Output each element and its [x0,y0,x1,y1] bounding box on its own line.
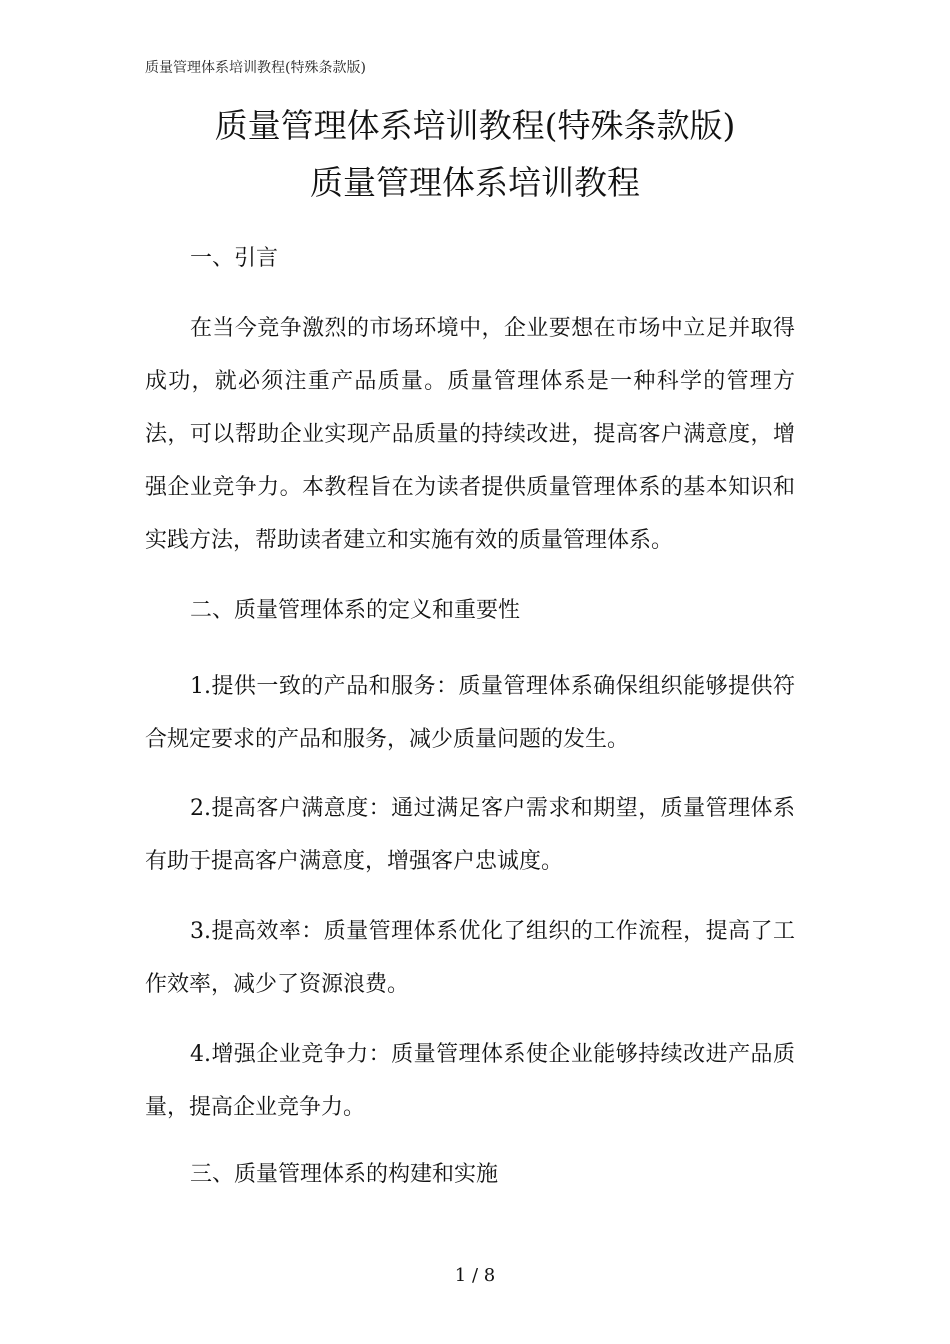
section-heading-intro: 一、引言 [190,246,279,271]
list-item-customer-satisfaction: 2.提高客户满意度：通过满足客户需求和期望，质量管理体系有助于提高客户满意度，增强客户忠诚度。 [145,796,795,874]
list-item-consistent-products: 1.提供一致的产品和服务：质量管理体系确保组织能够提供符合规定要求的产品和服务，减少质量问题的发生。 [145,674,795,752]
document-subtitle: 质量管理体系培训教程 [310,163,640,202]
running-header: 质量管理体系培训教程(特殊条款版) [145,60,366,76]
section-heading-definition: 二、质量管理体系的定义和重要性 [190,598,521,623]
section-heading-implementation: 三、质量管理体系的构建和实施 [190,1162,499,1187]
list-item-competitiveness: 4.增强企业竞争力：质量管理体系使企业能够持续改进产品质量，提高企业竞争力。 [145,1042,795,1120]
list-item-efficiency: 3.提高效率：质量管理体系优化了组织的工作流程，提高了工作效率，减少了资源浪费。 [145,919,795,997]
page-number: 1 / 8 [454,1265,496,1286]
document-title: 质量管理体系培训教程(特殊条款版) [214,106,736,145]
intro-paragraph: 在当今竞争激烈的市场环境中，企业要想在市场中立足并取得成功，就必须注重产品质量。质量管理体系是一种科学的管理方法，可以帮助企业实现产品质量的持续改进，提高客户满意度，增强企业竞争力。本教程旨在为读者提供质量管理体系的基本知识和实践方法，帮助读者建立和实施有效的质量管理体系。 [145,316,795,553]
